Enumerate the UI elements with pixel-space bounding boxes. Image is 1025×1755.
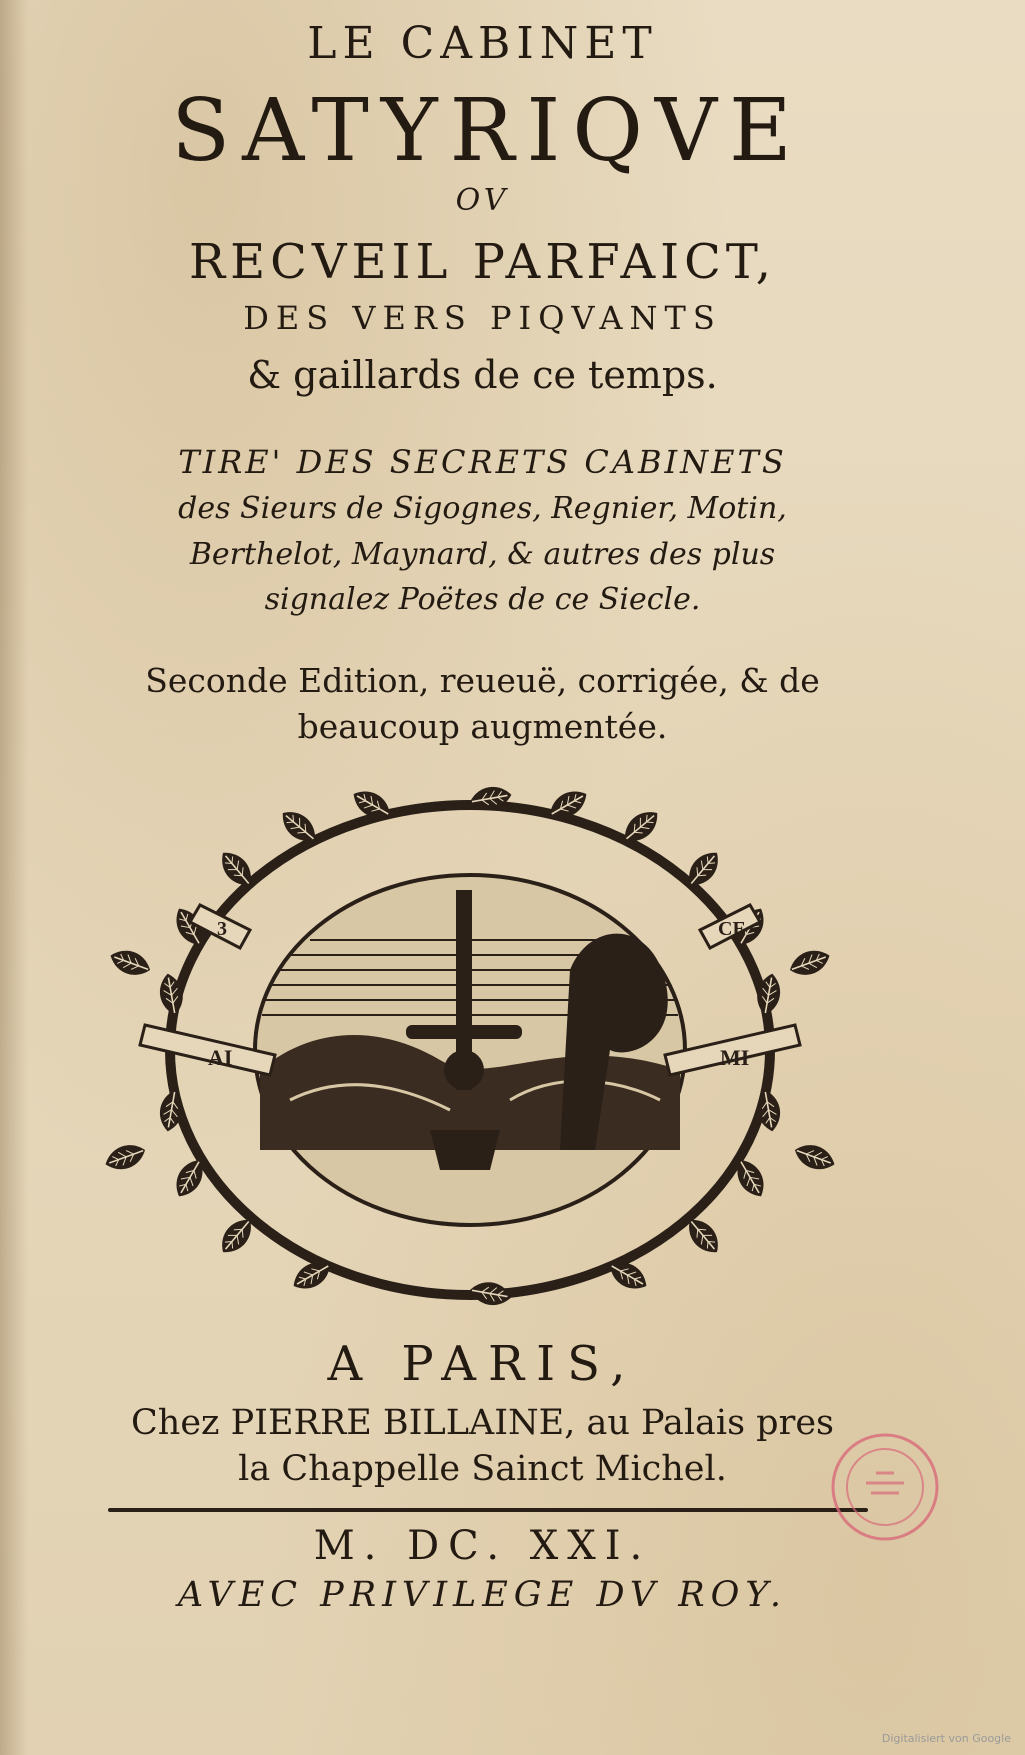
title-line-cabinet: LE CABINET xyxy=(307,18,658,69)
imprint-line-paris: A PARIS, xyxy=(327,1336,638,1392)
subtitle-line-signalez: signalez Poëtes de ce Siecle. xyxy=(264,582,701,617)
digitization-footer: Digitalisiert von Google xyxy=(881,1732,1011,1745)
motto-right: MI xyxy=(720,1045,750,1070)
subtitle-line-sieurs: des Sieurs de Sigognes, Regnier, Motin, xyxy=(178,491,787,526)
imprint-line-chez: Chez PIERRE BILLAINE, au Palais pres xyxy=(131,1403,834,1443)
motto-top-right: CE xyxy=(718,918,746,940)
title-line-satyrique: SATYRIQVE xyxy=(171,81,804,181)
motto-left: AI xyxy=(208,1045,233,1070)
edition-line-seconde: Seconde Edition, reueuë, corrigée, & de xyxy=(145,661,820,700)
imprint-date: M. DC. XXI. xyxy=(313,1523,652,1569)
woodcut-scene xyxy=(255,875,685,1225)
subtitle-line-tire: TIRE' DES SECRETS CABINETS xyxy=(178,443,787,481)
imprint-line-chappelle: la Chappelle Sainct Michel. xyxy=(238,1449,727,1489)
title-line-gaillards: & gaillards de ce temps. xyxy=(247,353,718,397)
motto-top-left: 3 xyxy=(217,918,227,940)
title-line-ou: OV xyxy=(455,183,510,218)
woodcut-printer-device-icon xyxy=(90,770,850,1310)
subtitle-line-berthelot: Berthelot, Maynard, & autres des plus xyxy=(189,537,776,572)
edition-line-beaucoup: beaucoup augmentée. xyxy=(297,707,668,746)
imprint-privilege: AVEC PRIVILEGE DV ROY. xyxy=(177,1575,788,1615)
title-line-recueil: RECVEIL PARFAICT, xyxy=(188,234,777,290)
library-stamp-icon xyxy=(826,1428,944,1546)
title-line-vers-piquants: DES VERS PIQVANTS xyxy=(243,299,722,337)
divider-rule xyxy=(108,1508,868,1512)
